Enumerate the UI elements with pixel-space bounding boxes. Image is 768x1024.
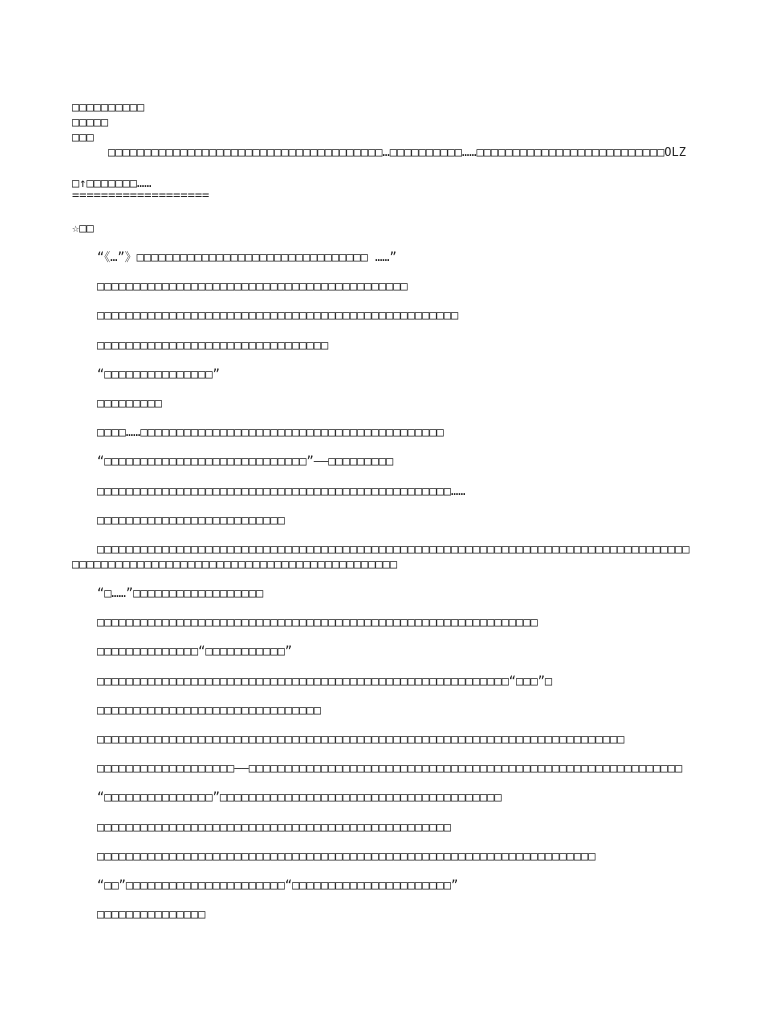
paragraph: □□□□□□□□□□□□□□□□□□□□□□□□□□□□□□□□□□□□□□□□□□□□□□□□□ — [97, 819, 452, 834]
paragraph: □□□□……□□□□□□□□□□□□□□□□□□□□□□□□□□□□□□□□□□□□□□□□□□ — [97, 425, 444, 440]
paragraph: □□□□□□□□□□□□□□□□□□□□□□□□□□□□□□□□□□□□□□□□□□□□□□□□□□□□□□□□□□□□□□□□□□□□□ — [97, 848, 596, 863]
paragraph: “□□□□□□□□□□□□□□□”□□□□□□□□□□□□□□□□□□□□□□□□□□□□□□□□□□□□□□□ — [97, 790, 502, 805]
document-body — [72, 100, 692, 936]
paragraph: □□□□□□□□□□□□□□□□□□□□□□□□□□ — [97, 512, 285, 527]
paragraph: “□□□□□□□□□□□□□□□” — [97, 366, 220, 381]
paragraph: □□□□□□□□□□□□□□□□□□□□□□□□□□□□□□□ — [97, 702, 321, 717]
paragraph: □□□□□□□□□□□□□□□□□□□——□□□□□□□□□□□□□□□□□□□□□□□□□□□□□□□□□□□□□□□□□□□□□□□□□□□□□□□□□□□□ — [97, 761, 683, 776]
paragraph: □□□□□□□□□□□□□□□□□□□□□□□□□□□□□□□□□□□□□□□□□□□ — [97, 279, 408, 294]
paragraph: □□□□□□□□□□□□□□□□□□□□□□□□□□□□□□□□ — [97, 337, 329, 352]
paragraph: □□□□□□□□□ — [97, 395, 163, 410]
paragraph: □□□□□□□□□□□□□□□□□□□□□□□□□□□□□□□□□□□□□□□□□□□□□□□□□□□□□□□□□“□□□”□ — [97, 673, 553, 688]
paragraph: “□□□□□□□□□□□□□□□□□□□□□□□□□□□□”——□□□□□□□□□ — [97, 454, 394, 469]
paragraph: □□□□□□□□□□□□□□“□□□□□□□□□□□” — [97, 644, 293, 659]
divider-line: =================== — [72, 188, 210, 202]
paragraph: □□□□□□□□□□□□□□□□□□□□□□□□□□□□□□□□□□□□□□□□□□□□□□□□□□ — [97, 308, 459, 323]
document-meta: □↑□□□□□□□…… — [72, 176, 152, 190]
paragraph: □□□□□□□□□□□□□□□□□□□□□□□□□□□□□□□□□□□□□□□□□□□□□□□□□□□□□□□□□□□□□□□□□□□□□□□□□ — [97, 732, 625, 746]
document-intro: □□□□□□□□□□□□□□□□□□□□□□□□□□□□□□□□□□□□□□…□□□□□□□□□□……□□□□□□□□□□□□□□□□□□□□□□□□□□OLZ — [108, 145, 686, 159]
paragraph: “□……”□□□□□□□□□□□□□□□□□□ — [97, 586, 264, 601]
document-subtitle: □□□□□ — [72, 115, 109, 129]
paragraph: □□□□□□□□□□□□□□□ — [97, 907, 206, 922]
section-marker: ☆□□ — [72, 221, 94, 235]
document-title: □□□□□□□□□□ — [72, 100, 145, 114]
paragraph-list — [72, 250, 692, 922]
paragraph: □□□□□□□□□□□□□□□□□□□□□□□□□□□□□□□□□□□□□□□□□□□□□□□□□…… — [97, 483, 466, 498]
paragraph: “《…”》□□□□□□□□□□□□□□□□□□□□□□□□□□□□□□□□ ……” — [97, 250, 397, 264]
paragraph: “□□”□□□□□□□□□□□□□□□□□□□□□□“□□□□□□□□□□□□□□□□□□□□□□” — [97, 877, 459, 892]
document-byline: □□□ — [72, 130, 94, 144]
paragraph: □□□□□□□□□□□□□□□□□□□□□□□□□□□□□□□□□□□□□□□□□□□□□□□□□□□□□□□□□□□□□□□□□□□□□□□□□□□□□□□□□□□□□□□□□□□□□□□□□□□□□□□□□□□□□□□□□□□□□□□□□□□□□□□ — [72, 541, 690, 571]
paragraph: □□□□□□□□□□□□□□□□□□□□□□□□□□□□□□□□□□□□□□□□□□□□□□□□□□□□□□□□□□□□□ — [97, 615, 538, 630]
